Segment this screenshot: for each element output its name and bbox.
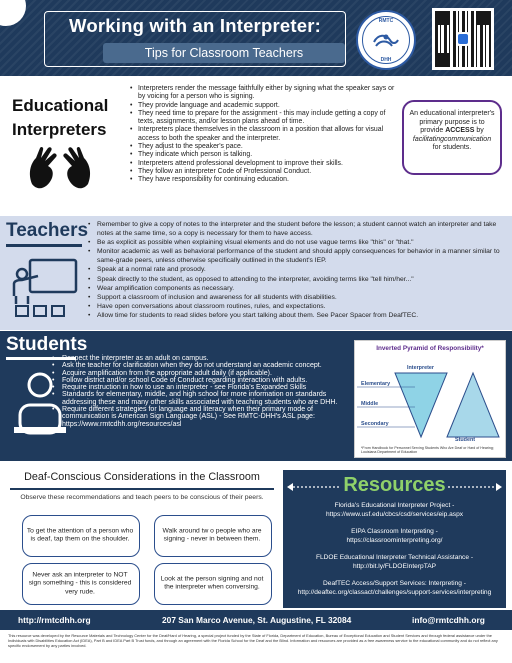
interpreters-heading-line1: Educational <box>12 96 109 115</box>
resource-item[interactable] <box>285 528 504 545</box>
callout-emphasis: ACCESS <box>445 127 475 135</box>
tip-text: Walk around tw o people who are signing - never in between them. <box>162 527 262 543</box>
list-item: • They indicate which person is talking. <box>130 151 395 159</box>
callout-line2: by <box>476 127 484 135</box>
purpose-callout <box>402 100 502 175</box>
pyramid-graphic <box>355 341 507 459</box>
resources-section <box>283 470 506 608</box>
list-item: • They need time to prepare for the assignment - this may include getting a copy of texts, assignments, and/or lesson plans ahead of time. <box>130 110 395 127</box>
page-subtitle: Tips for Classroom Teachers <box>144 46 304 60</box>
callout-text <box>408 110 496 153</box>
corner-decoration <box>0 0 26 26</box>
list-item: • Interpreters render the message faithfully either by signing what the speaker says or by voicing for a person who is signing. <box>130 85 395 102</box>
tip-text: Never ask an interpreter to NOT sign something - this is considered very rude. <box>28 571 132 596</box>
deaf-conscious-section <box>6 467 278 607</box>
tip-text: Look at the person signing and not the interpreter when conversing. <box>160 575 264 591</box>
pyramid-label-interpreter: Interpreter <box>407 365 434 371</box>
list-item: • Follow district and/or school Code of Conduct regarding interaction with adults. <box>52 377 346 384</box>
list-item: • Require different strategies for language and literacy when their primary mode of communication is American Sign Language (ASL) - See RMTC-DHH's ASL page: https://www.rmtcdhh.org/resources/asl <box>52 406 346 428</box>
list-item: • Speak directly to the student, as opposed to attending to the interpreter, avoiding terms like "tell him/her..." <box>88 275 506 284</box>
rmtc-logo <box>356 10 416 70</box>
teachers-list <box>88 220 506 320</box>
teachers-section <box>0 216 512 330</box>
resource-link[interactable]: http://deaftec.org/classact/challenges/support-services/interpreting <box>297 588 492 596</box>
qr-code[interactable] <box>432 8 494 70</box>
list-item: • They have responsibility for continuing education. <box>130 176 395 184</box>
list-item: • They follow an interpreter Code of Professional Conduct. <box>130 168 395 176</box>
resource-link[interactable]: https://classroominterpreting.org/ <box>346 536 443 544</box>
callout-line3: for students. <box>432 144 472 152</box>
interpreters-list <box>130 85 395 185</box>
list-item: • Acquire amplification from the appropriate adult daily (if applicable). <box>52 370 346 377</box>
resource-name: Florida's Educational Interpreter Project - <box>334 502 455 509</box>
students-section <box>0 331 512 461</box>
list-item: • Be as explicit as possible when explaining visual elements and do not use vague terms like "this" or "that." <box>88 238 506 247</box>
teacher-board-icon <box>10 252 80 322</box>
pyramid-label-secondary: Secondary <box>361 421 389 427</box>
list-item: • They provide language and academic support. <box>130 102 395 110</box>
deaf-conscious-divider <box>10 488 274 490</box>
resource-name: DeafTEC Access/Support Services: Interpreting - <box>323 580 466 587</box>
qr-center-icon <box>456 32 470 46</box>
subtitle-bar <box>103 43 345 63</box>
resource-item[interactable] <box>285 502 504 519</box>
resource-item[interactable] <box>285 554 504 571</box>
student-triangle <box>447 373 499 437</box>
list-item: • Respect the interpreter as an adult on campus. <box>52 355 346 362</box>
dotted-arrow-right-icon <box>446 482 502 492</box>
footer-website-link[interactable]: http://rmtcdhh.org <box>18 615 91 625</box>
pyramid-diagram <box>354 340 506 458</box>
pyramid-label-elementary: Elementary <box>361 381 391 387</box>
list-item: • Standards for elementary, middle, and high school for more information on standards addressing these and many other skills associated with teaching students who are DHH. <box>52 391 346 406</box>
disclaimer-text: This resource was developed by the Resource Materials and Technology Center for the Deaf/Hard of Hearing, a special project funded by the State of Florida, Department of Education, Bureau of Exceptional Education and Student Services and through federal assistance under the Individuals with Disabilities Education Act (IDEA), Part B and IDEA Part B Trust funds, and through an agreement with the Florida School for the Deaf and the Blind. Information and resources are provided as a free awareness service to the educational community and do not reflect any specific endorsement by any parties involved. <box>8 633 498 648</box>
resources-heading: Resources <box>343 474 446 496</box>
pyramid-footnote: *From Handbook for Personnel Serving Students Who Are Deaf or Hard of Hearing; Louisiana Department of Education <box>361 446 494 455</box>
footer-address: 207 San Marco Avenue, St. Augustine, FL 32084 <box>162 615 352 625</box>
list-item: • Speak at a normal rate and prosody. <box>88 265 506 274</box>
interpreters-heading <box>12 94 120 142</box>
header-banner <box>0 0 512 76</box>
deaf-conscious-title: Deaf-Conscious Considerations in the Classroom <box>24 471 260 483</box>
list-item: • Interpreters place themselves in the classroom in a position that allows for visual access to both the speaker and the interpreter. <box>130 126 395 143</box>
students-heading: Students <box>6 334 88 355</box>
logo-text-bottom: DHH <box>380 57 392 63</box>
list-item: • Support a classroom of inclusion and awareness for all students with disabilities. <box>88 293 506 302</box>
teachers-heading: Teachers <box>6 220 89 241</box>
list-item: • Ask the teacher for clarification when they do not understand an academic concept. <box>52 362 346 369</box>
list-item: • Require instruction in how to use an interpreter - see Florida's Expanded Skills <box>52 384 346 391</box>
list-item: • Have open conversations about classroom routines, rules, and expectations. <box>88 302 506 311</box>
tip-card <box>22 563 140 605</box>
tip-text: To get the attention of a person who is deaf, tap them on the shoulder. <box>26 527 134 543</box>
resource-name: FLDOE Educational Interpreter Technical Assistance - <box>315 554 474 561</box>
logo-hands-icon <box>370 28 402 52</box>
list-item: • Allow time for students to read slides before you start talking about them. See Pacer Spacer from DeafTEC. <box>88 311 506 320</box>
list-item: • Remember to give a copy of notes to the interpreter and the student before the lesson; a student cannot watch an interpreter and take notes at the same time, so a copy is necessary for them to have access. <box>88 220 506 238</box>
footer-email-link[interactable]: info@rmtcdhh.org <box>412 615 485 625</box>
list-item: • Monitor academic as well as behavioral performance of the student and should apply consequences for behavior in a manner similar to same-grade peers, unless otherwise specifically outlined in the student's IEP. <box>88 247 506 265</box>
list-item: • Wear amplification components as necessary. <box>88 284 506 293</box>
page-title: Working with an Interpreter: <box>69 15 321 36</box>
list-item: • Interpreters attend professional development to improve their skills. <box>130 160 395 168</box>
interpreters-heading-line2: Interpreters <box>12 120 107 139</box>
title-box <box>44 11 346 67</box>
interpreter-triangle <box>395 373 447 437</box>
teachers-underline <box>6 244 82 247</box>
callout-emphasis2: facilitatingcommunication <box>412 135 492 143</box>
tip-card <box>154 515 272 557</box>
callout-line1: An educational interpreter's primary purpose is to provide <box>409 110 495 135</box>
list-item: • They adjust to the speaker's pace. <box>130 143 395 151</box>
pyramid-label-middle: Middle <box>361 401 379 407</box>
tip-card <box>154 563 272 605</box>
pyramid-label-student: Student <box>455 437 476 443</box>
logo-text-top: RMTC <box>378 18 394 24</box>
footer-bar <box>0 610 512 630</box>
resource-link[interactable]: https://www.usf.edu/cbcs/csd/services/eip.aspx <box>325 510 464 518</box>
pyramid-title: Inverted Pyramid of Responsibility* <box>376 345 484 352</box>
resource-item[interactable] <box>285 580 504 597</box>
signing-hands-icon <box>26 144 94 196</box>
resource-name: EIPA Classroom Interpreting - <box>351 528 438 535</box>
deaf-conscious-subtitle: Observe these recommendations and teach peers to be conscious of their peers. <box>20 494 264 501</box>
resource-link[interactable]: http://bit.ly/FLDOEInterpTAP <box>352 562 437 570</box>
tip-card <box>22 515 140 557</box>
students-list <box>52 355 346 428</box>
